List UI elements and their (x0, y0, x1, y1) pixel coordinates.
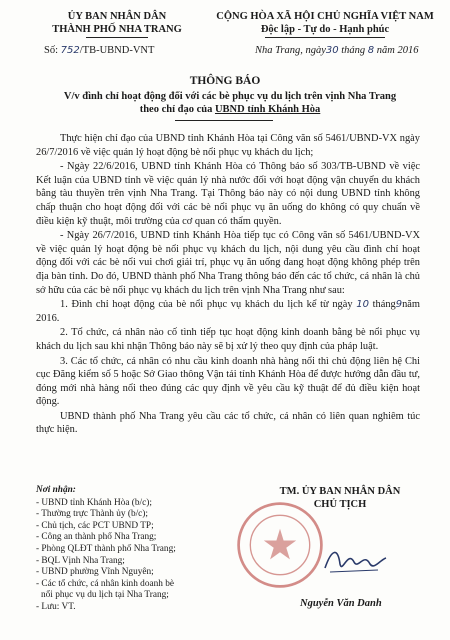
recipient-item: nổi phục vụ du lịch tại Nha Trang; (41, 590, 169, 601)
item-3: 3. Các tổ chức, cá nhân có nhu cầu kinh doanh nhà hàng nổi thì chủ động liên hệ Chi cục Đăng kiểm số 5 hoặc Sở Giao thông Vận tải tỉnh Khánh Hòa để được hướng dẫn đầu tư, đóng mới nhà hàng nổi theo đúng các quy định về yêu cầu kỹ thuật để đủ điều kiện hoạt động. (36, 355, 420, 408)
recipient-item: - Các tổ chức, cá nhân kinh doanh bè (36, 578, 174, 589)
subject-line-2 (40, 103, 420, 116)
document-body (36, 132, 420, 438)
issue-date (255, 45, 419, 56)
national-header (205, 10, 445, 38)
recipient-item: - Lưu: VT. (36, 601, 76, 612)
recipient-item: - Chủ tịch, các PCT UBND TP; (36, 520, 154, 531)
date-day-handwritten: 30 (325, 45, 339, 56)
subject-line-2-underlined: UBND tỉnh Khánh Hòa (214, 104, 321, 115)
item-1-day-handwritten: 10 (356, 299, 369, 311)
doc-number-prefix: Số: (44, 45, 59, 56)
official-seal-icon (235, 500, 325, 590)
item-1-month-handwritten: 9 (395, 299, 403, 311)
motto-underline (265, 37, 385, 38)
item-1-year: năm 2016. (36, 299, 420, 324)
authority-line-2: THÀNH PHỐ NHA TRANG (52, 24, 182, 35)
document-subject (40, 90, 420, 116)
item-2: 2. Tổ chức, cá nhân nào cố tình tiếp tục hoạt động kinh doanh bằng bè nổi phục vụ khách du lịch sau khi nhận Thông báo này sẽ bị xử lý theo quy định của pháp luật. (36, 327, 420, 352)
body-paragraph: - Ngày 26/7/2016, UBND tỉnh Khánh Hòa tiếp tục có Công văn số 5461/UBND-VX về việc quản lý hoạt động bè nổi phục vụ khách du lịch, nội dung yêu cầu đình chỉ hoạt động đối với các bè nổi vui chơi giải trí, phục vụ ăn uống đang hoạt động không phép trên địa bàn tỉnh. Do đó, UBND thành phố Nha Trang thông báo đến các tổ chức, cá nhân là chủ sở hữu của các bè nổi phục vụ khách du lịch trên vịnh Nha Trang như sau: (36, 230, 420, 296)
handwritten-signature-icon (320, 540, 390, 580)
date-year: năm 2016 (376, 45, 419, 56)
body-paragraph: Thực hiện chỉ đạo của UBND tỉnh Khánh Hòa tại Công văn số 5461/UBND-VX ngày 26/7/2016 về việc quản lý hoạt động bè nổi phục vụ khách du lịch; (36, 133, 420, 158)
recipient-item: - Công an thành phố Nha Trang; (36, 532, 157, 543)
document-number (44, 45, 154, 56)
closing-paragraph: UBND thành phố Nha Trang yêu cầu các tổ chức, cá nhân có liên quan nghiêm túc thực hiện. (36, 410, 420, 436)
item-1-month-label: tháng (372, 299, 396, 311)
subject-line-1: V/v đình chỉ hoạt động đối với các bè phục vụ du lịch trên vịnh Nha Trang (63, 91, 397, 102)
date-month-handwritten: 8 (367, 45, 375, 56)
signature-position: CHỦ TỊCH (313, 499, 367, 510)
signer-name: Nguyễn Văn Danh (300, 598, 382, 609)
item-1 (36, 298, 420, 325)
national-motto: Độc lập - Tự do - Hạnh phúc (260, 24, 390, 35)
signature-block (255, 485, 425, 511)
issuing-authority (42, 10, 192, 38)
body-paragraph: - Ngày 22/6/2016, UBND tỉnh Khánh Hòa có Thông báo số 303/TB-UBND về việc Kết luận của UBND tỉnh về việc quản lý nhà nước đối với hoạt động vận chuyển du khách bằng tàu thuyền trên vịnh Nha Trang. Tại Thông báo này có nội dung UBND tỉnh không chấp thuận cho hoạt động đối với các bè nổi phục vụ ăn uống do không có quy chuẩn về điều kiện kỹ thuật, môi trường của cơ quan có thẩm quyền. (36, 161, 420, 227)
recipients-block (36, 485, 216, 614)
date-month-label: tháng (341, 45, 366, 56)
document-title: THÔNG BÁO (189, 75, 261, 87)
recipients-heading: Nơi nhận: (36, 485, 76, 495)
doc-number-handwritten: 752 (60, 45, 80, 56)
recipient-item: - Thường trực Thành ủy (b/c); (36, 509, 148, 520)
authority-line-1: ỦY BAN NHÂN DÂN (67, 11, 167, 22)
national-title: CỘNG HÒA XÃ HỘI CHỦ NGHĨA VIỆT NAM (216, 11, 434, 22)
subject-underline (175, 120, 273, 121)
signature-title: TM. ỦY BAN NHÂN DÂN (279, 486, 401, 497)
doc-number-suffix: /TB-UBND-VNT (79, 45, 155, 56)
recipient-item: - UBND tỉnh Khánh Hòa (b/c); (36, 497, 152, 508)
subject-line-2-text: theo chỉ đạo của (139, 104, 215, 115)
recipient-item: - Phòng QLĐT thành phố Nha Trang; (36, 543, 176, 554)
recipient-item: - BQL Vịnh Nha Trang; (36, 555, 125, 566)
item-1-text: 1. Đình chỉ hoạt động của bè nổi phục vụ khách du lịch kể từ ngày (60, 299, 353, 311)
date-place: Nha Trang, ngày (255, 45, 326, 56)
authority-underline (86, 37, 148, 38)
recipient-item: - UBND phường Vĩnh Nguyên; (36, 567, 154, 578)
